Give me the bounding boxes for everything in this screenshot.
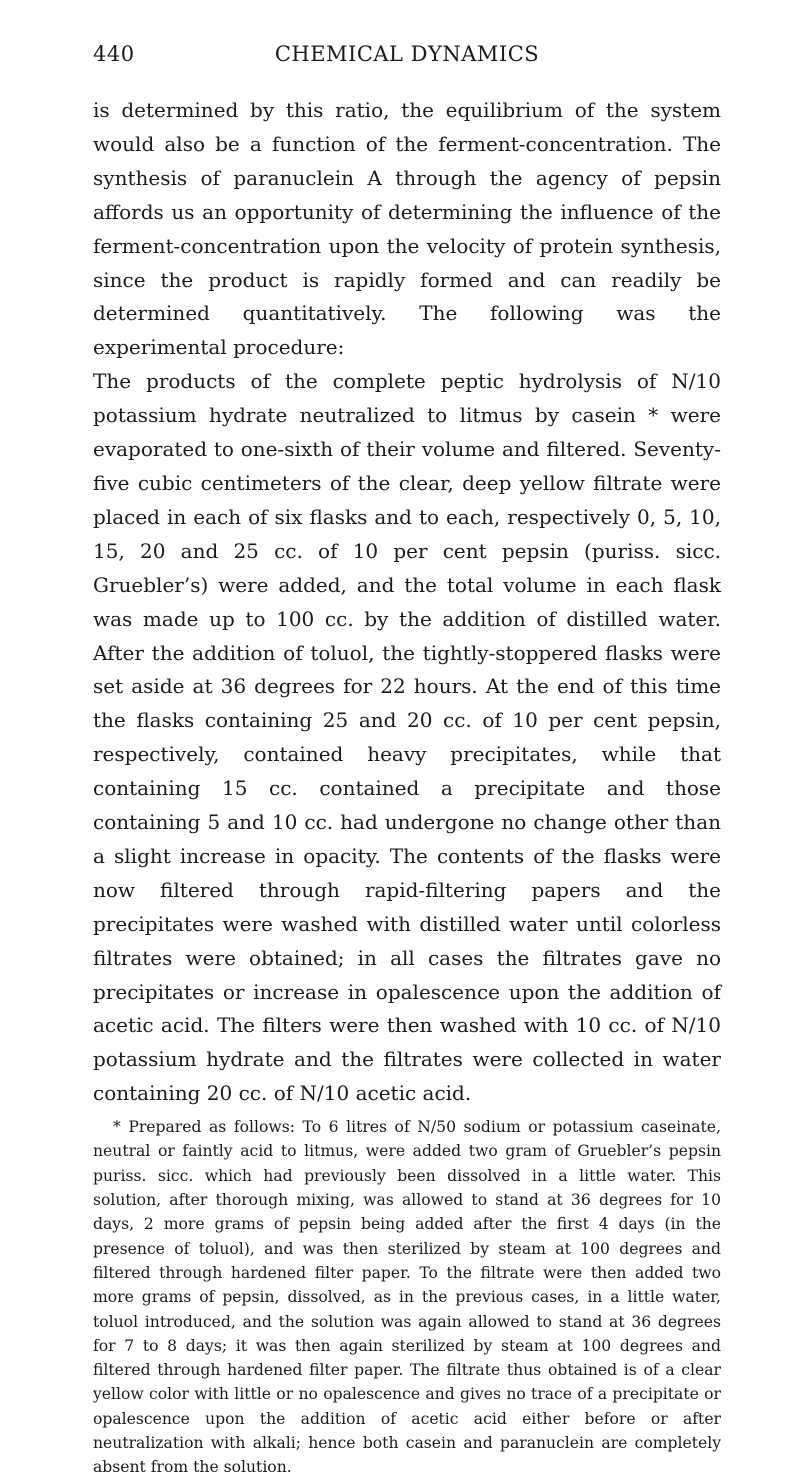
page-number: 440: [93, 42, 135, 66]
footnote: [93, 1115, 721, 1479]
paragraph-2: The products of the complete peptic hydrolysis of N/10 potassium hydrate neutralized to litmus by casein * were evaporated to one-sixth of their volume and filtered. Seventy-five cubic centimeters of the clear, deep yellow filtrate were placed in each of six flasks and to each, respectively 0, 5, 10, 15, 20 and 25 cc. of 10 per cent pepsin (puriss. sicc. Gruebler’s) were added, and the total volume in each flask was made up to 100 cc. by the addition of distilled water. After the addition of toluol, the tightly-stoppered flasks were set aside at 36 degrees for 22 hours. At the end of this time the flasks containing 25 and 20 cc. of 10 per cent pepsin, respectively, contained heavy precipitates, while that containing 15 cc. contained a precipitate and those containing 5 and 10 cc. had undergone no change other than a slight increase in opacity. The contents of the flasks were now filtered through rapid-filtering papers and the precipitates were washed with distilled water until colorless filtrates were obtained; in all cases the filtrates gave no precipitates or increase in opalescence upon the addition of acetic acid. The filters were then washed with 10 cc. of N/10 potassium hydrate and the filtrates were collected in water containing 20 cc. of N/10 acetic acid.: [93, 369, 721, 1106]
page-header: [93, 42, 721, 82]
footnote-text: * Prepared as follows: To 6 litres of N/50 sodium or potassium caseinate, neutral or faintly acid to litmus, were added two gram of Gruebler’s pepsin puriss. sicc. which had previously been dissolved in a little water. This solution, after thorough mixing, was allowed to stand at 36 degrees for 10 days, 2 more grams of pepsin being added after the first 4 days (in the presence of toluol), and was then sterilized by steam at 100 degrees and filtered through hardened filter paper. To the filtrate were then added two more grams of pepsin, dissolved, as in the previous cases, in a little water, toluol introduced, and the solution was again allowed to stand at 36 degrees for 7 to 8 days; it was then again sterilized by steam at 100 degrees and filtered through hardened filter paper. The filtrate thus obtained is of a clear yellow color with little or no opalescence and gives no trace of a precipitate or opalescence upon the addition of acetic acid either before or after neutralization with alkali; hence both casein and paranuclein are completely absent from the solution.: [93, 1118, 721, 1477]
paragraph-1: is determined by this ratio, the equilibrium of the system would also be a function of the ferment-concentration. The synthesis of paranuclein A through the agency of pepsin affords us an opportunity of determining the influence of the ferment-concentration upon the velocity of protein synthesis, since the product is rapidly formed and can readily be determined quantitatively. The following was the experimental procedure:: [93, 98, 721, 360]
running-head: CHEMICAL DYNAMICS: [274, 42, 540, 66]
body-text: [93, 94, 721, 1111]
book-page: [93, 42, 721, 1480]
